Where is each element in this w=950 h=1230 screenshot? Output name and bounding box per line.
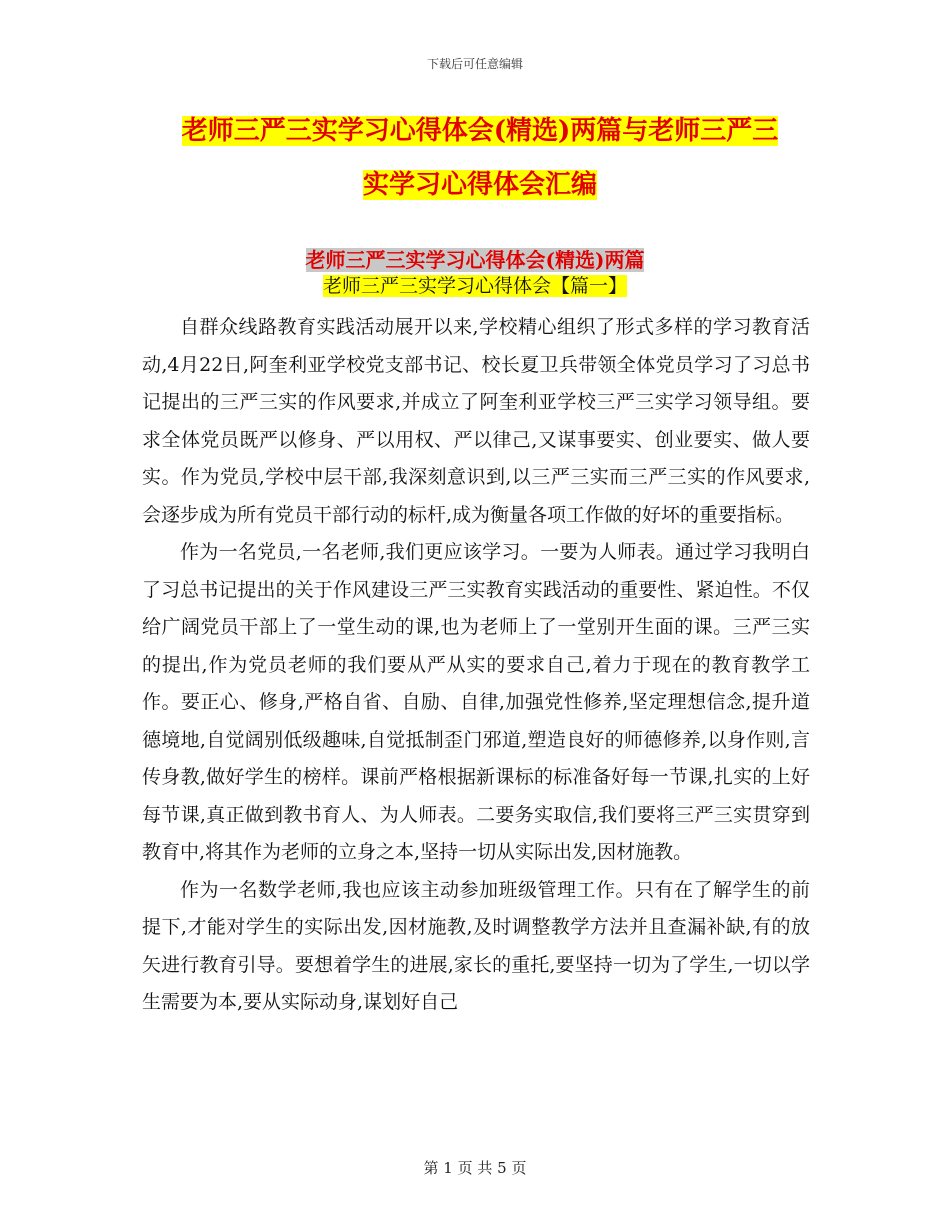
- paragraph: 作为一名党员,一名老师,我们更应该学习。一要为人师表。通过学习我明白了习总书记提出的关于作风建设三严三实教育实践活动的重要性、紧迫性。不仅给广阔党员干部上了一堂生动的课,也为老师上了一堂别开生面的课。三严三实的提出,作为党员老师的我们要从严从实的要求自己,着力于现在的教育教学工作。要正心、修身,严格自省、自励、自律,加强党性修养,坚定理想信念,提升道德境地,自觉阔别低级趣味,自觉抵制歪门邪道,塑造良好的师德修养,以身作则,言传身教,做好学生的榜样。课前严格根据新课标的标准备好每一节课,扎实的上好每节课,真正做到教书育人、为人师表。二要务实取信,我们要将三严三实贯穿到教育中,将其作为老师的立身之本,坚持一切从实际出发,因材施教。: [142, 541, 810, 863]
- page-header: 下载后可任意编辑: [426, 57, 523, 71]
- paragraph: 作为一名数学老师,我也应该主动参加班级管理工作。只有在了解学生的前提下,才能对学生的实际出发,因材施教,及时调整教学方法并且查漏补缺,有的放矢进行教育引导。要想着学生的进展,家长的重托,要坚持一切为了学生,一切以学生需要为本,要从实际动身,谋划好自己: [142, 878, 810, 1013]
- page-number-footer: 第 1 页 共 5 页: [423, 1159, 527, 1177]
- section-title-text: 老师三严三实学习心得体会(精选)两篇: [305, 248, 645, 272]
- body-text: [142, 309, 810, 1022]
- document-title: [140, 104, 820, 212]
- document-title-line-2: 实学习心得体会汇编: [362, 170, 597, 200]
- article-label-text: 老师三严三实学习心得体会【篇一】: [322, 275, 627, 297]
- section-title: [0, 247, 950, 273]
- paragraph: 自群众线路教育实践活动展开以来,学校精心组织了形式多样的学习教育活动,4月22日,阿奎利亚学校党支部书记、校长夏卫兵带领全体党员学习了习总书记提出的三严三实的作风要求,并成立了阿奎利亚学校三严三实学习领导组。要求全体党员既严以修身、严以用权、严以律己,又谋事要实、创业要实、做人要实。作为党员,学校中层干部,我深刻意识到,以三严三实而三严三实的作风要求,会逐步成为所有党员干部行动的标杆,成为衡量各项工作做的好坏的重要指标。: [142, 316, 810, 526]
- document-title-line-1: 老师三严三实学习心得体会(精选)两篇与老师三严三: [181, 116, 779, 146]
- article-label: [0, 273, 950, 299]
